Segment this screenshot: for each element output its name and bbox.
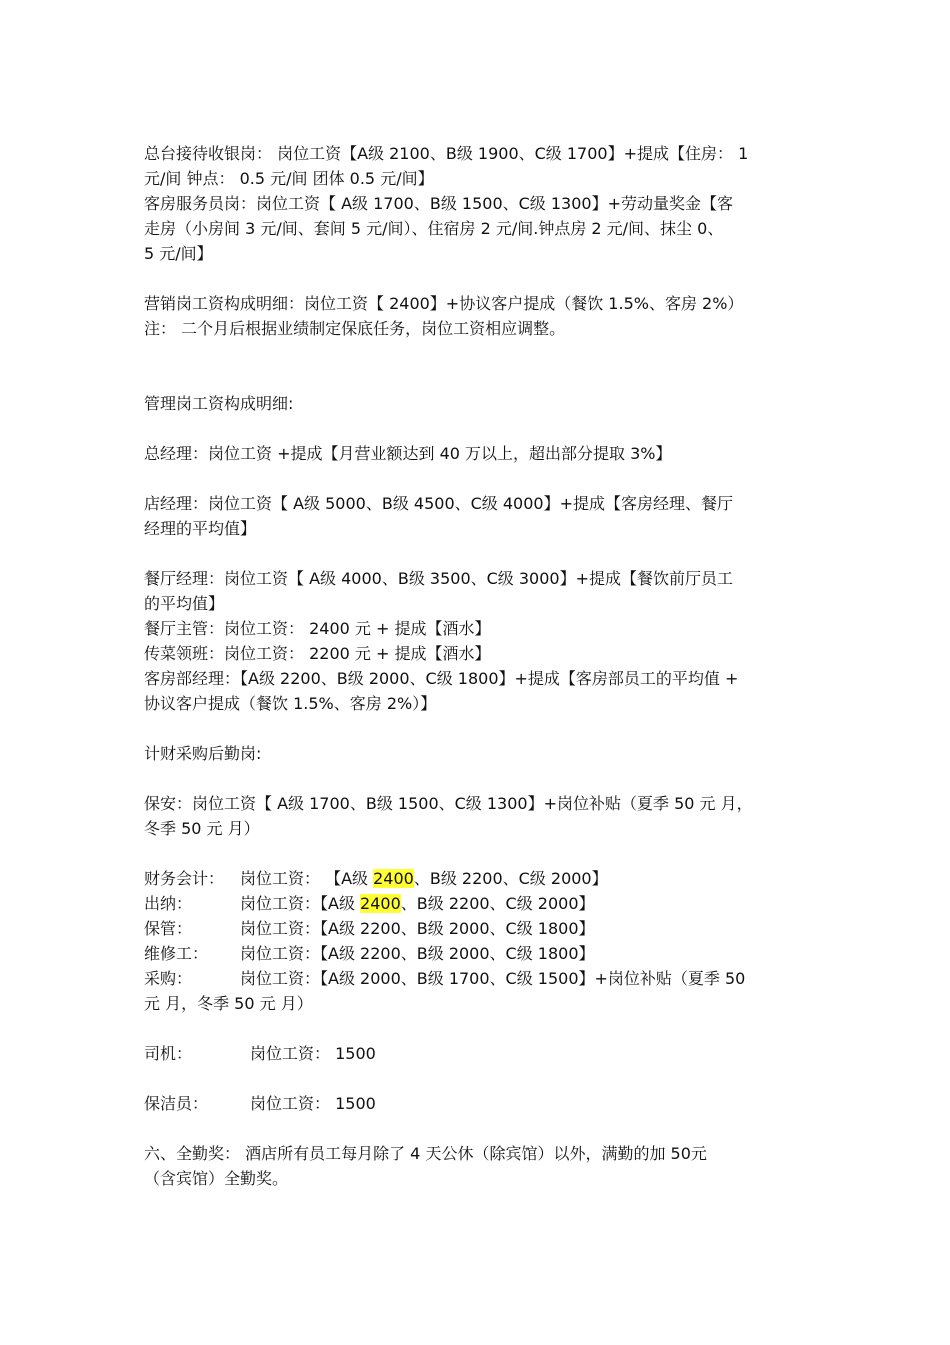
text-line: 六、全勤奖： 酒店所有员工每月除了 4 天公休（除宾馆）以外，满勤的加 50元 [144, 1144, 707, 1163]
spacer [144, 466, 814, 491]
text-line: 保安：岗位工资【 A级 1700、B级 1500、C级 1300】+岗位补贴（夏季 50 元 月， [144, 794, 753, 813]
text-line: 客房服务员岗：岗位工资【 A级 1700、B级 1500、C级 1300】+劳动量奖金【客 [144, 194, 734, 213]
accountant-line [144, 866, 814, 891]
management-section-title: 管理岗工资构成明细: [144, 394, 294, 413]
text-line: 走房（小房间 3 元/间、套间 5 元/间）、住宿房 2 元/间.钟点房 2 元/间、抹尘 0、 [144, 219, 724, 238]
driver-text: 岗位工资： 1500 [250, 1044, 376, 1063]
sales-paragraph [144, 291, 814, 341]
backoffice-section-title: 计财采购后勤岗: [144, 744, 262, 763]
spacer [144, 766, 814, 791]
accountant-text-rest: 、B级 2200、C级 2000】 [413, 869, 608, 888]
cashier-label: 出纳： [144, 894, 193, 913]
storekeeper-text: 岗位工资：【A级 2200、B级 2000、C级 1800】 [240, 919, 595, 938]
text-line: 的平均值】 [144, 594, 225, 613]
accountant-text: 岗位工资： 【A级 [240, 869, 374, 888]
text-line: 5 元/间】 [144, 244, 213, 263]
cashier-line [144, 891, 814, 916]
gm-paragraph: 总经理：岗位工资 +提成【月营业额达到 40 万以上，超出部分提取 3%】 [144, 444, 672, 463]
text-line: 餐厅经理：岗位工资【 A级 4000、B级 3500、C级 3000】+提成【餐饮前厅员工 [144, 569, 734, 588]
security-paragraph [144, 791, 814, 841]
text-line: 元 月，冬季 50 元 月） [144, 994, 313, 1013]
room-manager-paragraph [144, 666, 814, 716]
text-line: 营销岗工资构成明细：岗位工资【 2400】+协议客户提成（餐饮 1.5%、客房 2%） [144, 294, 744, 313]
spacer [144, 416, 814, 441]
driver-line [144, 1041, 814, 1066]
maintenance-line [144, 941, 814, 966]
spacer [144, 1116, 814, 1141]
front-desk-paragraph [144, 141, 814, 191]
cashier-text: 岗位工资：【A级 [240, 894, 361, 913]
spacer [144, 1016, 814, 1041]
purchaser-text: 岗位工资：【A级 2000、B级 1700、C级 1500】+岗位补贴（夏季 50 [240, 969, 746, 988]
cleaner-text: 岗位工资： 1500 [250, 1094, 376, 1113]
text-line: 总台接待收银岗： 岗位工资【A级 2100、B级 1900、C级 1700】+提成【住房： 1 [144, 144, 749, 163]
housekeeping-paragraph [144, 191, 814, 266]
text-line: 冬季 50 元 月） [144, 819, 260, 838]
accountant-label: 财务会计： [144, 869, 225, 888]
spacer [144, 341, 814, 391]
storekeeper-line [144, 916, 814, 941]
restaurant-supervisor-line: 餐厅主管：岗位工资： 2400 元 + 提成【酒水】 [144, 619, 491, 638]
maintenance-label: 维修工： [144, 944, 209, 963]
document-page [144, 141, 814, 1191]
spacer [144, 841, 814, 866]
spacer [144, 716, 814, 741]
cleaner-line [144, 1091, 814, 1116]
maintenance-text: 岗位工资：【A级 2200、B级 2000、C级 1800】 [240, 944, 595, 963]
storekeeper-label: 保管： [144, 919, 193, 938]
highlighted-value: 2400 [373, 869, 414, 888]
spacer [144, 266, 814, 291]
store-manager-paragraph [144, 491, 814, 541]
cashier-text-rest: 、B级 2200、C级 2000】 [400, 894, 595, 913]
text-line: 协议客户提成（餐饮 1.5%、客房 2%）】 [144, 694, 437, 713]
restaurant-manager-paragraph [144, 566, 814, 616]
text-line: 客房部经理：【A级 2200、B级 2000、C级 1800】+提成【客房部员工的平均值 + [144, 669, 739, 688]
purchaser-paragraph [144, 966, 814, 1016]
attendance-paragraph [144, 1141, 814, 1191]
spacer [144, 1066, 814, 1091]
text-line: 注： 二个月后根据业绩制定保底任务，岗位工资相应调整。 [144, 319, 566, 338]
cleaner-label: 保洁员： [144, 1094, 209, 1113]
spacer [144, 541, 814, 566]
driver-label: 司机： [144, 1044, 193, 1063]
text-line: 经理的平均值】 [144, 519, 257, 538]
text-line: 元/间 钟点： 0.5 元/间 团体 0.5 元/间】 [144, 169, 434, 188]
highlighted-value: 2400 [360, 894, 401, 913]
text-line [144, 966, 814, 991]
text-line: 店经理：岗位工资【 A级 5000、B级 4500、C级 4000】+提成【客房经理、餐厅 [144, 494, 734, 513]
purchaser-label: 采购： [144, 969, 193, 988]
text-line: （含宾馆）全勤奖。 [144, 1169, 289, 1188]
runner-lead-line: 传菜领班：岗位工资： 2200 元 + 提成【酒水】 [144, 644, 491, 663]
